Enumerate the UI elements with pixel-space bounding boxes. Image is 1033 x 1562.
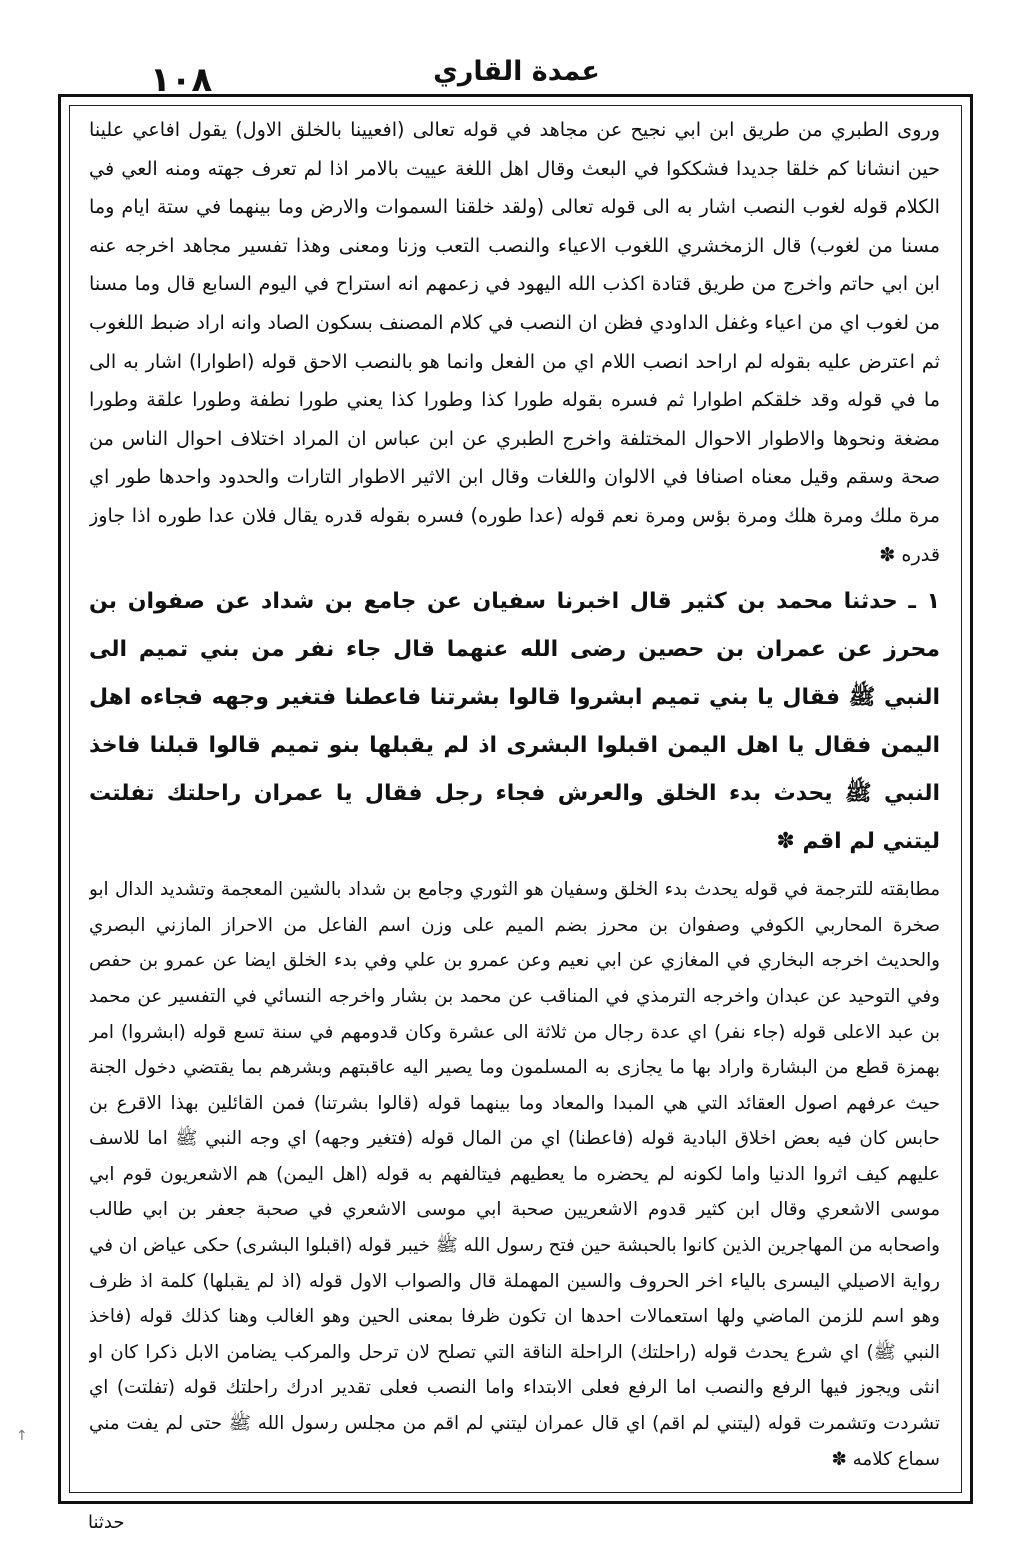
page-number: ١٠٨ xyxy=(150,60,213,100)
margin-mark: ↑ xyxy=(16,1428,28,1444)
text-block xyxy=(89,111,940,1491)
hadith-text: ١ ـ حدثنا محمد بن كثير قال اخبرنا سفيان عن جامع بن شداد عن صفوان بن محرز عن عمران بن حصين رضى الله عنهما قال جاء نفر من بني تميم الى النبي ﷺ فقال يا بني تميم ابشروا قالوا بشرتنا فاعطنا فتغير وجهه فجاءه اهل اليمن فقال يا اهل اليمن اقبلوا البشرى اذ لم يقبلها بنو تميم قالوا قبلنا فاخذ النبي ﷺ يحدث بدء الخلق والعرش فجاء رجل فقال يا عمران راحلتك تفلتت ليتني لم اقم ✽ xyxy=(89,589,940,855)
page-frame xyxy=(58,94,973,1504)
commentary-paragraph-top: وروى الطبري من طريق ابن ابي نجيح عن مجاهد في قوله تعالى (افعيينا بالخلق الاول) يقول افاعي علينا حين انشانا كم خلقا جديدا فشككوا في البعث وقال اهل اللغة عييت بالامر اذا لم تعرف جهته ومنه العي في الكلام قوله لغوب النصب اشار به الى قوله تعالى (ولقد خلقنا السموات والارض وما بينهما في ستة ايام وما مسنا من لغوب) قال الزمخشري اللغوب الاعياء والنصب التعب وزنا ومعنى وهذا تفسير مجاهد اخرجه عنه ابن ابي حاتم واخرج من طريق قتادة اكذب الله اليهود في زعمهم انه استراح في اليوم السابع قال وما مسنا من لغوب اي من اعياء وغفل الداودي فظن ان النصب في كلام المصنف بسكون الصاد وانه اراد ضبط اللغوب ثم اعترض عليه بقوله لم اراحد انصب اللام اي من الفعل وانما هو بالنصب الاحق قوله (اطوارا) اشار به الى ما في قوله وقد خلقكم اطوارا ثم فسره بقوله طورا كذا وطورا كذا يعني طورا نطفة وطورا علقة وطورا مضغة ونحوها والاطوار الاحوال المختلفة واخرج الطبري عن ابن عباس ان المراد اختلاف احوال الناس من صحة وسقم وقيل معناه اصنافا في الالوان واللغات وقال ابن الاثير الاطوار التارات والحدود واحدها طور اي مرة ملك ومرة هلك ومرة بؤس ومرة نعم قوله (عدا طوره) فسره بقوله قدره يقال فلان عدا طوره اذا جاوز قدره ✽ xyxy=(89,118,940,566)
running-title: عمدة القاري xyxy=(433,56,600,87)
commentary-paragraph-main: مطابقته للترجمة في قوله يحدث بدء الخلق وسفيان هو الثوري وجامع بن شداد بالشين المعجمة وتشديد الدال ابو صخرة المحاربي الكوفي وصفوان بن محرز بضم الميم على وزن اسم الفاعل من الاحراز المازني البصري والحديث اخرجه البخاري في المغازي عن ابي نعيم وعن عمرو بن علي وفي بدء الخلق ايضا عن عمرو بن حفص وفي التوحيد عن عبدان واخرجه الترمذي في المناقب عن محمد بن بشار واخرجه النسائي في التفسير عن محمد بن عبد الاعلى قوله (جاء نفر) اي عدة رجال من ثلاثة الى عشرة وكان قدومهم في سنة تسع قوله (ابشروا) امر بهمزة قطع من البشارة واراد بها ما يجازى به المسلمون وما يصير اليه عاقبتهم وبشرهم بما يقتضي دخول الجنة حيث عرفهم اصول العقائد التي هي المبدا والمعاد وما بينهما قوله (قالوا بشرتنا) فمن القائلين بهذا الاقرع بن حابس كان فيه بعض اخلاق البادية قوله (فاعطنا) اي من المال قوله (فتغير وجهه) اي وجه النبي ﷺ اما للاسف عليهم كيف اثروا الدنيا واما لكونه لم يحضره ما يعطيهم فيتالفهم به قوله (اهل اليمن) هم الاشعريون قوم ابي موسى الاشعري وقال ابن كثير قدوم الاشعريين صحبة ابي موسى الاشعري في صحبة جعفر بن ابي طالب واصحابه من المهاجرين الذين كانوا بالحبشة حين فتح رسول الله ﷺ خيبر قوله (اقبلوا البشرى) حكى عياض ان في رواية الاصيلي اليسرى بالياء اخر الحروف والسين المهملة قال والصواب الاول قوله (اذ لم يقبلها) كلمة اذ ظرف وهو اسم للزمن الماضي ولها استعمالات احدها ان تكون ظرفا بمعنى الحين وهو الغالب وهنا كذلك قوله (فاخذ النبي ﷺ) اي شرع يحدث قوله (راحلتك) الراحلة الناقة التي تصلح لان ترحل والمركب يضامن الابل ذكرا كان او انثى ويجوز فيها الرفع والنصب اما الرفع فعلى الابتداء واما النصب فعلى تقدير ادرك راحلتك قوله (تفلتت) اي تشردت وتشمرت قوله (ليتني لم اقم) اي قال عمران ليتني لم اقم من مجلس رسول الله ﷺ حتى لم يفت مني سماع كلامه ✽ xyxy=(89,879,940,1470)
catchword: حدثنا xyxy=(88,1512,125,1533)
